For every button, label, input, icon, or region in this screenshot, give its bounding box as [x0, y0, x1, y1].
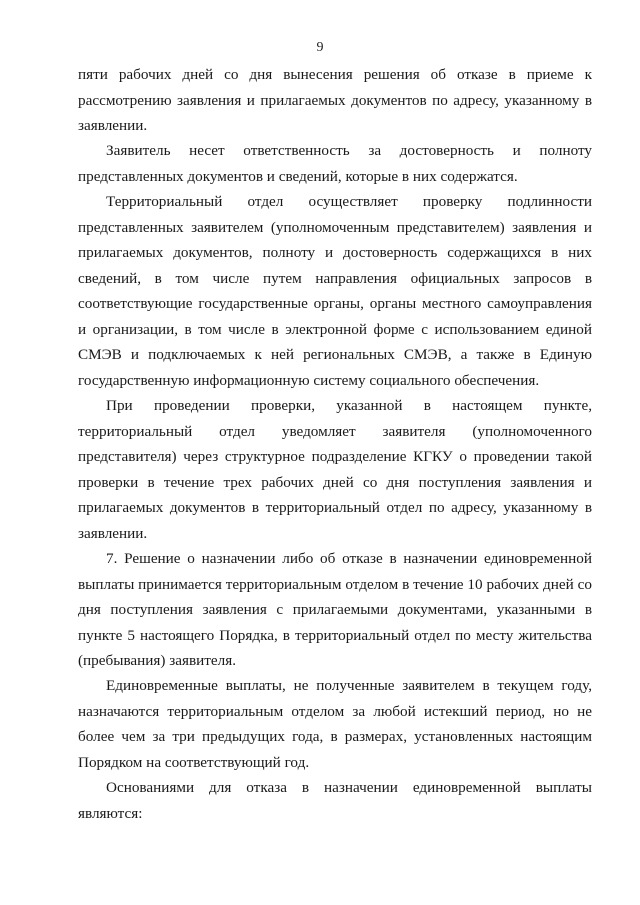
- page-number: 9: [316, 40, 324, 55]
- paragraph: Территориальный отдел осуществляет проверку подлинности представленных заявителем (уполномоченным представителем) заявления и прилагаемых документов, полноту и достоверность содержащихся в них сведений, в том числе путем направления официальных запросов в соответствующие государственные органы, органы местного самоуправления и организации, в том числе в электронной форме с использованием единой СМЭВ и подключаемых к ней региональных СМЭВ, а также в Единую государственную информационную систему социального обеспечения.: [78, 193, 592, 389]
- paragraph-continuation: [78, 62, 592, 139]
- paragraph-unpaid-payments: [78, 673, 592, 775]
- paragraph: 7. Решение о назначении либо об отказе в назначении единовременной выплаты принимается территориальным отделом в течение 10 рабочих дней со дня поступления заявления с прилагаемыми документами, указанными в пункте 5 настоящего Порядка, в территориальный отдел по месту жительства (пребывания) заявителя.: [78, 550, 592, 669]
- paragraph: Единовременные выплаты, не полученные заявителем в текущем году, назначаются территориальным отделом за любой истекший период, но не более чем за три предыдущих года, в размерах, установленных настоящим Порядком на соответствующий год.: [78, 677, 592, 771]
- paragraph: Основаниями для отказа в назначении единовременной выплаты являются:: [78, 779, 592, 822]
- paragraph-notification: [78, 393, 592, 546]
- paragraph: Заявитель несет ответственность за достоверность и полноту представленных документов и сведений, которые в них содержатся.: [78, 142, 592, 185]
- paragraph-item-7: [78, 546, 592, 674]
- paragraph-refusal-grounds: [78, 775, 592, 826]
- paragraph-responsibility: [78, 138, 592, 189]
- paragraph: При проведении проверки, указанной в настоящем пункте, территориальный отдел уведомляет заявителя (уполномоченного представителя) через структурное подразделение КГКУ о проведении такой проверки в течение трех рабочих дней со дня поступления заявления и прилагаемых документов в территориальный отдел по адресу, указанному в заявлении.: [78, 397, 592, 542]
- paragraph: пяти рабочих дней со дня вынесения решения об отказе в приеме к рассмотрению заявления и прилагаемых документов по адресу, указанному в заявлении.: [78, 66, 592, 134]
- paragraph-verification: [78, 189, 592, 393]
